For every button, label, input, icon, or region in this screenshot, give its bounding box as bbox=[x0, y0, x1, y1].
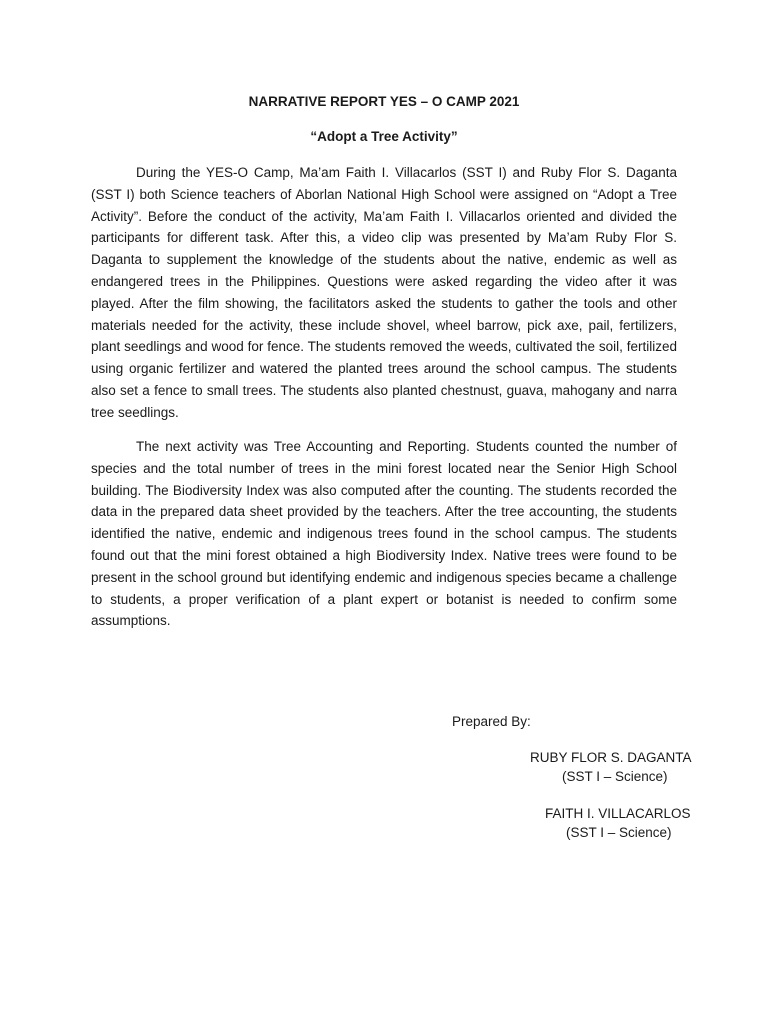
prepared-by-label: Prepared By: bbox=[452, 714, 531, 729]
signatory-2-name: FAITH I. VILLACARLOS bbox=[545, 806, 691, 821]
paragraph-2: The next activity was Tree Accounting and Reporting. Students counted the number of species and the total number of trees in the mini forest located near the Senior High School building. The Biodiversity Index was also computed after the counting. The students recorded the data in the prepared data sheet provided by the teachers. After the tree accounting, the students identified the native, endemic and indigenous trees found in the school campus. The students found out that the mini forest obtained a high Biodiversity Index. Native trees were found to be present in the school ground but identifying endemic and indigenous species became a challenge to students, a proper verification of a plant expert or botanist is needed to confirm some assumptions. bbox=[91, 439, 677, 629]
signatory-1-position: (SST I – Science) bbox=[562, 769, 668, 784]
report-title: NARRATIVE REPORT YES – O CAMP 2021 bbox=[248, 94, 520, 109]
paragraph-1: During the YES-O Camp, Ma’am Faith I. Villacarlos (SST I) and Ruby Flor S. Daganta (SST I) both Science teachers of Aborlan National High School were assigned on “Adopt a Tree Activity”. Before the conduct of the activity, Ma’am Faith I. Villacarlos oriented and divided the participants for different task. After this, a video clip was presented by Ma’am Ruby Flor S. Daganta to supplement the knowledge of the students about the native, endemic as well as endangered trees in the Philippines. Questions were asked regarding the video after it was played. After the film showing, the facilitators asked the students to gather the tools and other materials needed for the activity, these include shovel, wheel barrow, pick axe, pail, fertilizers, plant seedlings and wood for fence. The students removed the weeds, cultivated the soil, fertilized using organic fertilizer and watered the planted trees around the school campus. The students also set a fence to small trees. The students also planted chestnust, guava, mahogany and narra tree seedlings. bbox=[91, 165, 677, 420]
signatory-1-name: RUBY FLOR S. DAGANTA bbox=[530, 750, 692, 765]
signatory-2-position: (SST I – Science) bbox=[566, 825, 672, 840]
activity-subtitle: “Adopt a Tree Activity” bbox=[310, 129, 458, 144]
